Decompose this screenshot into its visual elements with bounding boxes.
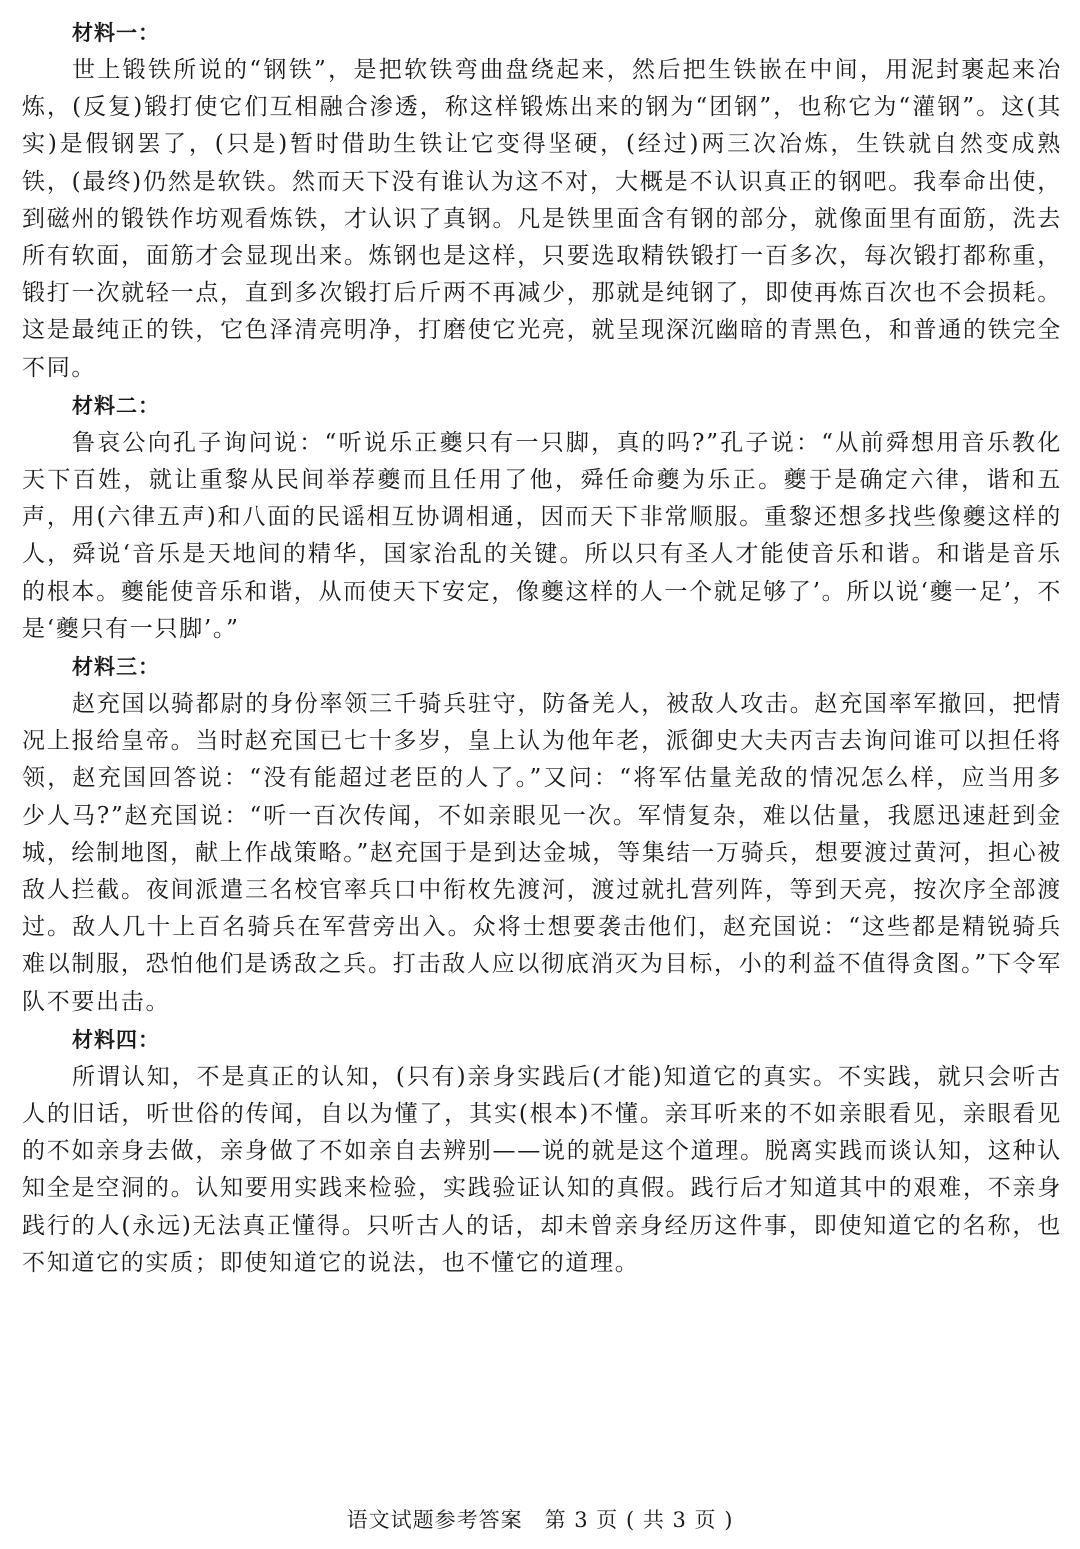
answer-page: [22, 14, 1062, 1282]
material-4: [22, 1021, 1062, 1282]
material-2: [22, 387, 1062, 648]
material-heading: 材料二：: [72, 393, 160, 418]
material-heading: 材料一：: [72, 21, 160, 45]
material-text: 鲁哀公向孔子询问说：“听说乐正夔只有一只脚，真的吗?”孔子说：“从前舜想用音乐教化天下百姓，就让重黎从民间举荐夔而且任用了他，舜任命夔为乐正。夔于是确定六律，谐和五声，用(六律五声)和八面的民谣相互协调相通，因而天下非常顺服。重黎还想多找些像夔这样的人，舜说‘音乐是天地间的精华，国家治乱的关键。所以只有圣人才能使音乐和谐。和谐是音乐的根本。夔能使音乐和谐，从而使天下安定，像夔这样的人一个就足够了’。所以说‘夔一足’，不是‘夔只有一只脚’。”: [22, 429, 1062, 642]
material-text: 所谓认知，不是真正的认知，(只有)亲身实践后(才能)知道它的真实。不实践，就只会听古人的旧话，听世俗的传闻，自以为懂了，其实(根本)不懂。亲耳听来的不如亲眼看见，亲眼看见的不如亲身去做，亲身做了不如亲自去辨别——说的就是这个道理。脱离实践而谈认知，这种认知全是空洞的。认知要用实践来检验，实践验证认知的真假。践行后才知道其中的艰难，不亲身践行的人(永远)无法真正懂得。只听古人的话，却未曾亲身经历这件事，即使知道它的名称，也不知道它的实质；即使知道它的说法，也不懂它的道理。: [22, 1063, 1062, 1276]
material-heading: 材料四：: [72, 1027, 160, 1052]
material-1: [22, 14, 1062, 387]
material-text: 世上锻铁所说的“钢铁”，是把软铁弯曲盘绕起来，然后把生铁嵌在中间，用泥封裹起来冶炼，(反复)锻打使它们互相融合渗透，称这样锻炼出来的钢为“团钢”，也称它为“灌钢”。这(其实)是假钢罢了，(只是)暂时借助生铁让它变得坚硬，(经过)两三次冶炼，生铁就自然变成熟铁，(最终)仍然是软铁。然而天下没有谁认为这不对，大概是不认识真正的钢吧。我奉命出使，到磁州的锻铁作坊观看炼铁，才认识了真钢。凡是铁里面含有钢的部分，就像面里有面筋，洗去所有软面，面筋才会显现出来。炼钢也是这样，只要选取精铁锻打一百多次，每次锻打都称重，锻打一次就轻一点，直到多次锻打后斤两不再减少，那就是纯钢了，即使再炼百次也不会损耗。这是最纯正的铁，它色泽清亮明净，打磨使它光亮，就呈现深沉幽暗的青黑色，和普通的铁完全不同。: [22, 57, 1062, 381]
material-text: 赵充国以骑都尉的身份率领三千骑兵驻守，防备羌人，被敌人攻击。赵充国率军撤回，把情况上报给皇帝。当时赵充国已七十多岁，皇上认为他年老，派御史大夫丙吉去询问谁可以担任将领，赵充国回答说：“没有能超过老臣的人了。”又问：“将军估量羌敌的情况怎么样，应当用多少人马?”赵充国说：“听一百次传闻，不如亲眼见一次。军情复杂，难以估量，我愿迅速赶到金城，绘制地图，献上作战策略。”赵充国于是到达金城，等集结一万骑兵，想要渡过黄河，担心被敌人拦截。夜间派遣三名校官率兵口中衔枚先渡河，渡过就扎营列阵，等到天亮，按次序全部渡过。敌人几十上百名骑兵在军营旁出入。众将士想要袭击他们，赵充国说：“这些都是精锐骑兵难以制服，恐怕他们是诱敌之兵。打击敌人应以彻底消灭为目标，小的利益不值得贪图。”下令军队不要出击。: [22, 691, 1062, 1015]
material-heading: 材料三：: [72, 655, 160, 680]
material-3: [22, 648, 1062, 1021]
page-footer: 语文试题参考答案 第 3 页 ( 共 3 页 ): [346, 1508, 734, 1532]
